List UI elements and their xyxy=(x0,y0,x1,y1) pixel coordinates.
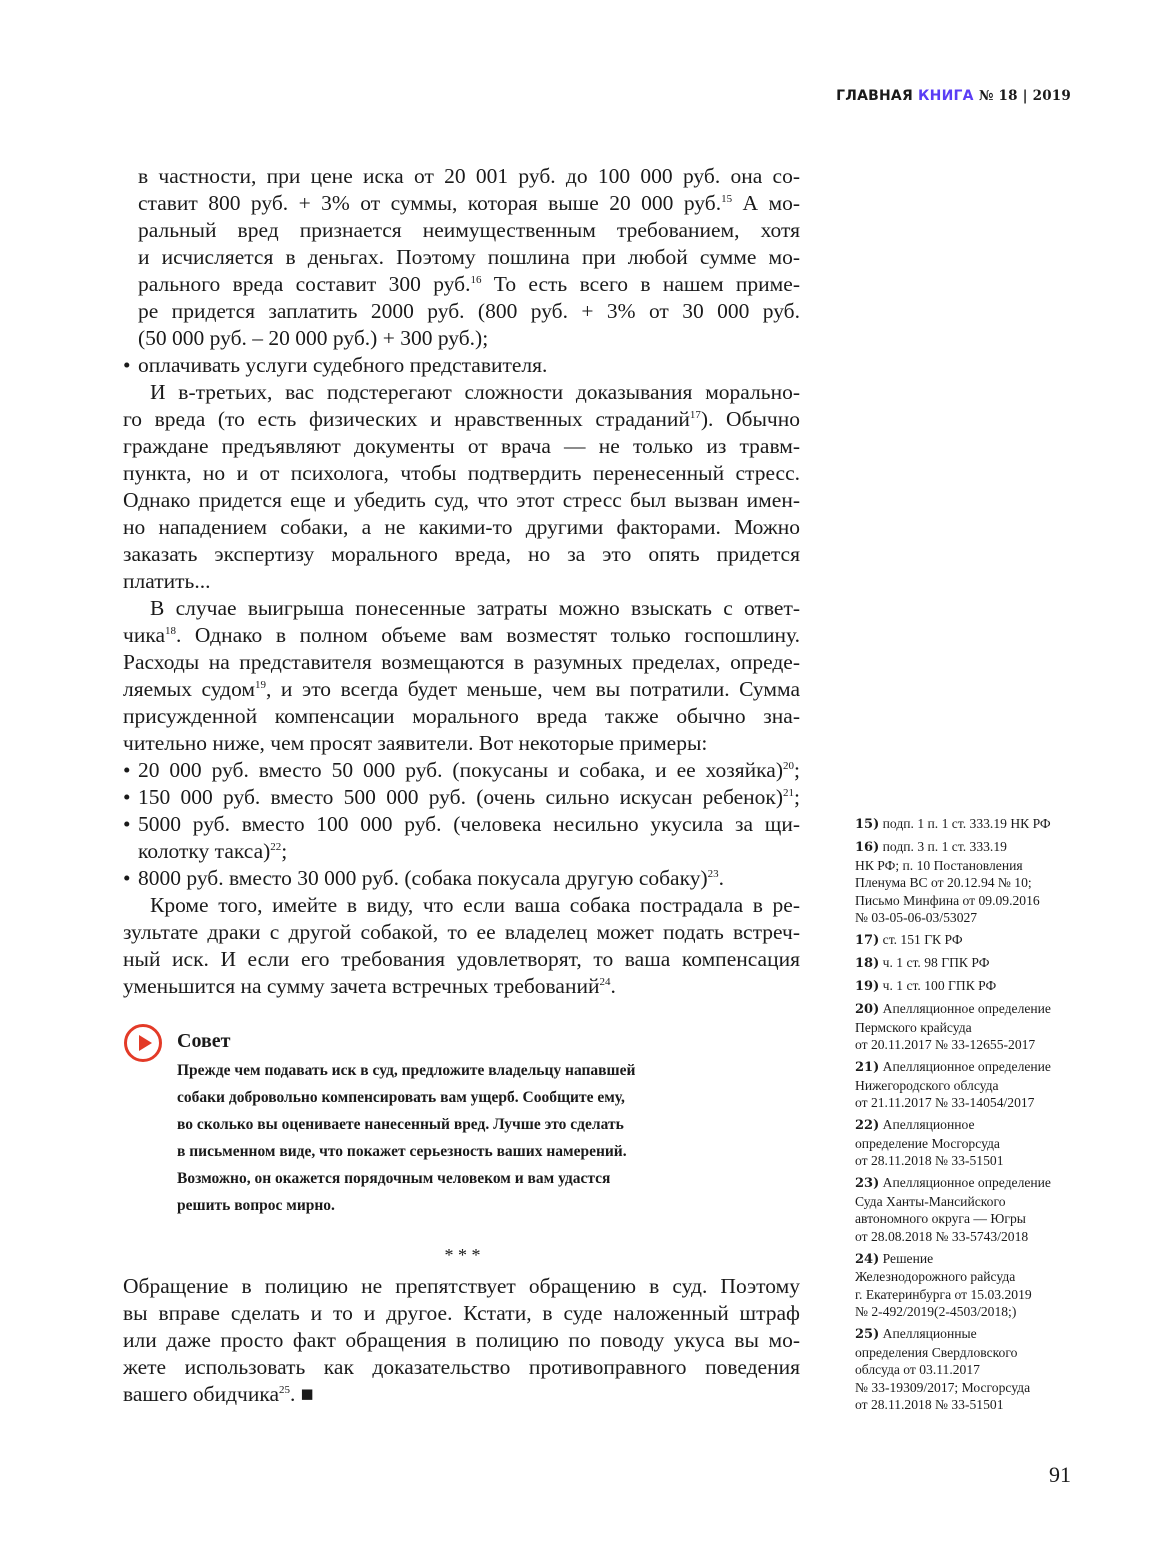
footnote-ref[interactable]: 18 xyxy=(164,625,176,637)
text-segment: зультате драки с другой собакой, то ее владелец может подать встреч- xyxy=(123,920,800,944)
text-segment: 8000 руб. вместо 30 000 руб. (собака покусала другую собаку) xyxy=(138,866,708,890)
footnote xyxy=(855,1250,1085,1321)
section-separator: * * * xyxy=(444,1245,481,1265)
footnote-text: подп. 3 п. 1 ст. 333.19 xyxy=(882,839,1007,854)
text-segment: 150 000 руб. вместо 500 000 руб. (очень сильно искусан ребенок) xyxy=(138,785,784,809)
bullet-icon: • xyxy=(123,785,131,809)
text-line xyxy=(123,1327,800,1354)
footnote-text: автономного округа — Югры xyxy=(855,1211,1026,1226)
footnote-text: НК РФ; п. 10 Постановления xyxy=(855,857,1023,873)
text-line xyxy=(123,1300,800,1327)
footnote-text: ст. 151 ГК РФ xyxy=(882,932,963,947)
text-line xyxy=(123,811,800,838)
text-segment: . ■ xyxy=(290,1382,314,1406)
footnote-text: Апелляционное определение xyxy=(882,1175,1051,1190)
text-line xyxy=(123,1381,800,1408)
footnote xyxy=(855,1325,1085,1414)
footnote-ref[interactable]: 15 xyxy=(721,193,733,205)
text-line xyxy=(123,568,800,595)
text-segment: 20 000 руб. вместо 50 000 руб. (покусаны и собака, и ее хозяйка) xyxy=(138,758,784,782)
bullet-icon: • xyxy=(123,812,131,836)
text-line xyxy=(123,595,800,622)
text-segment: вы вправе сделать и то и другое. Кстати, в суде наложенный штраф xyxy=(123,1301,800,1325)
text-segment: присужденной компенсации морального вреда также обычно зна- xyxy=(123,704,800,728)
text-segment: вашего обидчика xyxy=(123,1382,280,1406)
footnote-text: Пленума ВС от 20.12.94 № 10; xyxy=(855,875,1032,890)
text-line xyxy=(123,325,800,352)
text-line xyxy=(123,730,800,757)
footnote-number: 19) xyxy=(855,979,880,994)
bullet-icon: • xyxy=(123,758,131,782)
text-line xyxy=(123,352,800,379)
text-line xyxy=(123,892,800,919)
text-segment: или даже просто факт обращения в полицию по поводу укуса вы мо- xyxy=(123,1328,800,1352)
footnote-text: Апелляционное определение xyxy=(882,1059,1051,1074)
text-line xyxy=(123,784,800,811)
tip-body xyxy=(177,1057,767,1219)
footnote-text: Апелляционное xyxy=(882,1117,975,1132)
footnote xyxy=(855,1116,1085,1170)
text-segment: ). Обычно xyxy=(700,407,800,431)
footnote xyxy=(855,1174,1085,1245)
footnote xyxy=(855,1058,1085,1112)
footnote-text: Суда Ханты-Мансийского xyxy=(855,1193,1006,1209)
text-line xyxy=(123,649,800,676)
footnote-text: № 2-492/2019(2-4503/2018;) xyxy=(855,1304,1017,1319)
footnote-text: Письмо Минфина от 09.09.2016 xyxy=(855,892,1040,908)
tip-title: Совет xyxy=(177,1030,231,1052)
tip-line: Прежде чем подавать иск в суд, предложите владельцу напавшей xyxy=(177,1062,636,1079)
text-line xyxy=(123,973,800,1000)
bullet-icon: • xyxy=(123,353,131,377)
footnote-ref[interactable]: 19 xyxy=(255,679,267,691)
footnote-ref[interactable]: 23 xyxy=(707,868,719,880)
text-line xyxy=(123,541,800,568)
text-segment: рального вреда составит 300 руб. xyxy=(138,272,471,296)
text-segment: ляемых судом xyxy=(123,677,256,701)
text-segment: го вреда (то есть физических и нравственных страданий xyxy=(123,407,690,431)
text-line xyxy=(123,298,800,325)
footnote-text: от 28.11.2018 № 33-51501 xyxy=(855,1153,1004,1168)
footnote-ref[interactable]: 21 xyxy=(783,787,795,799)
brand-name-part2: КНИГА xyxy=(918,88,974,104)
footnote-ref[interactable]: 16 xyxy=(470,274,482,286)
footnote-number: 24) xyxy=(855,1251,880,1267)
footnote-text: № 33-19309/2017; Мосгорсуда xyxy=(855,1379,1031,1395)
footnote-number: 25) xyxy=(855,1327,880,1342)
footnote xyxy=(855,1000,1085,1054)
text-line xyxy=(123,244,800,271)
text-segment: Однако придется еще и убедить суд, что этот стресс был вызван имен- xyxy=(123,488,800,512)
text-line xyxy=(123,865,800,892)
footnote-text: от 28.08.2018 № 33-5743/2018 xyxy=(855,1228,1029,1244)
footnote-text: подп. 1 п. 1 ст. 333.19 НК РФ xyxy=(882,816,1051,831)
text-line xyxy=(123,190,800,217)
footnote-text: Нижегородского облсуда xyxy=(855,1077,999,1093)
text-line xyxy=(123,406,800,433)
footnote-text: от 20.11.2017 № 33-12655-2017 xyxy=(855,1037,1036,1052)
footnote-text: Пермского крайсуда xyxy=(855,1019,972,1035)
text-line xyxy=(123,163,800,190)
footnote-number: 18) xyxy=(855,956,880,971)
text-segment: , и это всегда будет меньше, чем вы потратили. Сумма xyxy=(266,677,800,701)
text-line xyxy=(123,217,800,244)
text-line xyxy=(123,379,800,406)
article-body xyxy=(123,163,800,1000)
footnote-number: 22) xyxy=(855,1118,880,1133)
footnote-text: ч. 1 ст. 100 ГПК РФ xyxy=(882,978,997,993)
text-line xyxy=(123,622,800,649)
text-segment: Кроме того, имейте в виду, что если ваша собака пострадала в ре- xyxy=(150,893,800,917)
text-segment: и исчисляется в деньгах. Поэтому пошлина при любой сумме мо- xyxy=(138,245,800,269)
text-segment: ный иск. И если его требования удовлетворят, то ваша компенсация xyxy=(123,947,800,971)
text-segment: То есть всего в нашем приме- xyxy=(481,272,800,296)
text-segment: (50 000 руб. – 20 000 руб.) + 300 руб.); xyxy=(138,326,489,350)
issue-number: № 18 | 2019 xyxy=(978,88,1071,104)
text-line xyxy=(123,433,800,460)
text-segment: оплачивать услуги судебного представителя. xyxy=(138,353,548,377)
text-segment: ; xyxy=(794,785,800,809)
footnote-text: Железнодорожного райсуда xyxy=(855,1269,1016,1284)
footnote-text: Решение xyxy=(882,1250,934,1266)
text-segment: И в-третьих, вас подстерегают сложности доказывания морально- xyxy=(150,380,800,404)
text-line xyxy=(123,946,800,973)
text-line xyxy=(123,487,800,514)
text-line xyxy=(123,703,800,730)
footnote xyxy=(855,815,1085,834)
text-segment: в частности, при цене иска от 20 001 руб. до 100 000 руб. она со- xyxy=(138,164,800,188)
footnote-ref[interactable]: 24 xyxy=(599,976,611,988)
text-line xyxy=(123,1273,800,1300)
footnote-number: 16) xyxy=(855,840,880,855)
footnote-text: г. Екатеринбурга от 15.03.2019 xyxy=(855,1286,1032,1302)
text-line xyxy=(123,1354,800,1381)
text-segment: колотку такса) xyxy=(138,839,271,863)
text-segment: платить... xyxy=(123,569,211,593)
footnote-ref[interactable]: 22 xyxy=(270,841,282,853)
text-segment: чика xyxy=(123,623,165,647)
play-icon xyxy=(124,1024,162,1062)
footnote-ref[interactable]: 20 xyxy=(783,760,795,772)
footnote xyxy=(855,977,1085,996)
footnote-number: 20) xyxy=(855,1002,880,1017)
text-segment: В случае выигрыша понесенные затраты можно взыскать с ответ- xyxy=(150,596,800,620)
running-header xyxy=(836,88,1071,104)
footnote-text: определения Свердловского xyxy=(855,1344,1018,1360)
footnote-text: Апелляционное определение xyxy=(882,1001,1051,1016)
footnote-text: определение Мосгорсуда xyxy=(855,1135,1000,1151)
footnote-text: от 28.11.2018 № 33-51501 xyxy=(855,1397,1004,1412)
text-segment: граждане предъявляют документы от врача — не только из травм- xyxy=(123,434,800,458)
text-line xyxy=(123,514,800,541)
tip-line: собаки добровольно компенсировать вам ущерб. Сообщите ему, xyxy=(177,1089,625,1106)
text-segment: А мо- xyxy=(732,191,800,215)
bullet-icon: • xyxy=(123,866,131,890)
footnote-number: 17) xyxy=(855,933,880,948)
text-segment: чительно ниже, чем просят заявители. Вот некоторые примеры: xyxy=(123,731,708,755)
footnote-text: № 03-05-06-03/53027 xyxy=(855,910,978,925)
tip-line: во сколько вы оцениваете нанесенный вред. Лучше это сделать xyxy=(177,1116,624,1133)
text-segment: . Однако в полном объеме вам возместят только госпошлину. xyxy=(175,623,800,647)
tip-line: решить вопрос мирно. xyxy=(177,1197,335,1214)
text-segment: Расходы на представителя возмещаются в разумных пределах, опреде- xyxy=(123,650,800,674)
text-segment: 5000 руб. вместо 100 000 руб. (человека несильно укусила за щи- xyxy=(138,812,800,836)
page-number: 91 xyxy=(1049,1462,1071,1487)
text-line xyxy=(123,271,800,298)
text-segment: . xyxy=(718,866,725,890)
text-segment: ре придется заплатить 2000 руб. (800 руб. + 3% от 30 000 руб. xyxy=(138,299,800,323)
footnote-ref[interactable]: 17 xyxy=(689,409,701,421)
brand-name-part1: ГЛАВНАЯ xyxy=(836,88,913,104)
tip-line: в письменном виде, что покажет серьезность ваших намерений. xyxy=(177,1143,627,1160)
text-segment: уменьшится на сумму зачета встречных требований xyxy=(123,974,600,998)
tip-line: Возможно, он окажется порядочным человеком и вам удастся xyxy=(177,1170,611,1187)
footnote-text: от 21.11.2017 № 33-14054/2017 xyxy=(855,1095,1035,1110)
footnote-text: Апелляционные xyxy=(882,1326,977,1341)
text-segment: . xyxy=(610,974,616,998)
text-segment: Обращение в полицию не препятствует обращению в суд. Поэтому xyxy=(123,1274,800,1298)
text-segment: ; xyxy=(281,839,288,863)
footnote xyxy=(855,954,1085,973)
text-segment: но нападением собаки, а не какими-то другими факторами. Можно xyxy=(123,515,800,539)
footnote-text: облсуда от 03.11.2017 xyxy=(855,1362,980,1377)
text-line xyxy=(123,676,800,703)
footnotes xyxy=(855,815,1085,1418)
text-segment: ставит 800 руб. + 3% от суммы, которая выше 20 000 руб. xyxy=(138,191,722,215)
text-line xyxy=(123,919,800,946)
footnote xyxy=(855,838,1085,927)
text-segment: заказать экспертизу морального вреда, но за это опять придется xyxy=(123,542,800,566)
article-conclusion xyxy=(123,1273,800,1408)
footnote-text: ч. 1 ст. 98 ГПК РФ xyxy=(882,955,990,970)
text-line xyxy=(123,757,800,784)
text-segment: жете использовать как доказательство противоправного поведения xyxy=(123,1355,800,1379)
footnote xyxy=(855,931,1085,950)
text-segment: пункта, но и от психолога, чтобы подтвердить перенесенный стресс. xyxy=(123,461,800,485)
text-segment: ральный вред признается неимущественным требованием, хотя xyxy=(138,218,800,242)
text-line xyxy=(123,460,800,487)
text-segment: ; xyxy=(794,758,800,782)
footnote-number: 21) xyxy=(855,1060,880,1075)
footnote-number: 23) xyxy=(855,1176,880,1191)
footnote-number: 15) xyxy=(855,817,880,832)
footnote-ref[interactable]: 25 xyxy=(279,1384,291,1396)
text-line xyxy=(123,838,800,865)
